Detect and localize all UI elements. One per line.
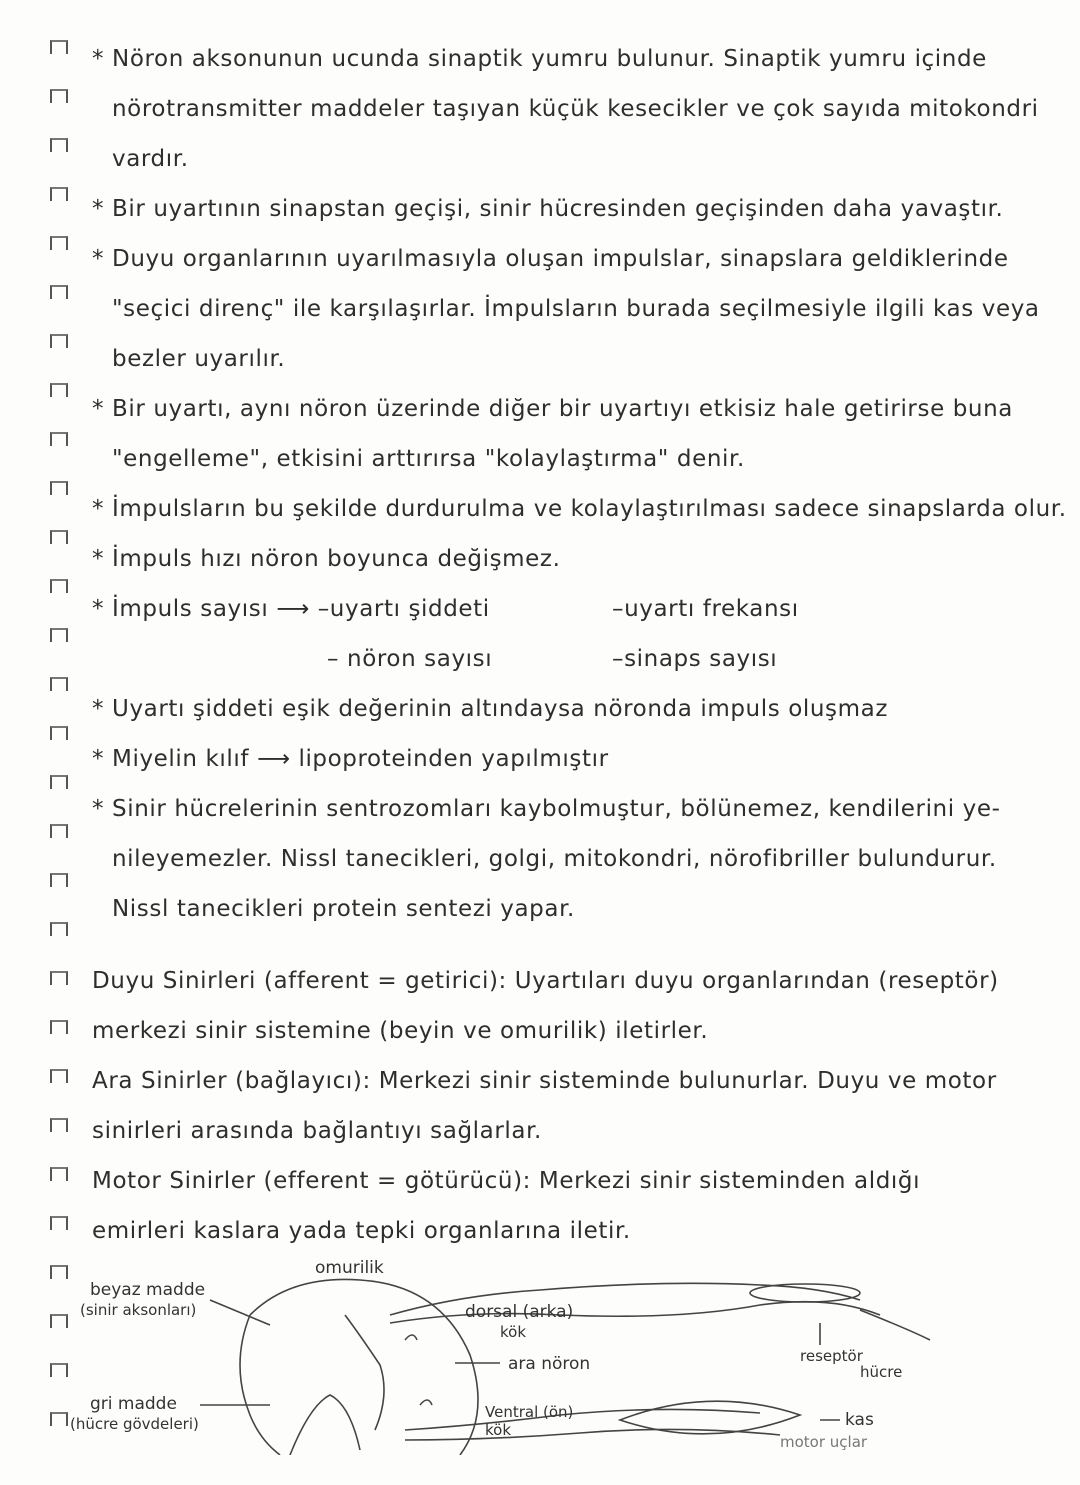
note-line: * İmpuls sayısı ⟶ –uyartı şiddeti [92,596,490,622]
label-motor-endings: motor uçlar [780,1433,868,1451]
binding-ring [50,285,68,299]
note-line: vardır. [112,146,189,172]
binding-ring [50,922,68,936]
binding-ring [50,579,68,593]
note-line: Ara Sinirler (bağlayıcı): Merkezi sinir sisteminde bulunurlar. Duyu ve motor [92,1068,997,1094]
label-cell-bodies: (hücre gövdeleri) [70,1415,199,1433]
binding-ring [50,187,68,201]
binding-ring [50,824,68,838]
note-line: * İmpuls hızı nöron boyunca değişmez. [92,546,561,572]
note-line: nörotransmitter maddeler taşıyan küçük kesecikler ve çok sayıda mitokondri [112,96,1039,122]
note-line: * Miyelin kılıf ⟶ lipoproteinden yapılmıştır [92,746,609,772]
binding-ring [50,383,68,397]
note-line: * Uyartı şiddeti eşik değerinin altındaysa nöronda impuls oluşmaz [92,696,888,722]
note-line: –uyartı frekansı [612,596,799,622]
note-line: –sinaps sayısı [612,646,778,672]
binding-ring [50,1118,68,1132]
binding-ring [50,89,68,103]
note-line: nileyemezler. Nissl tanecikleri, golgi, mitokondri, nörofibriller bulundurur. [112,846,997,872]
note-line: emirleri kaslara yada tepki organlarına iletir. [92,1218,631,1244]
impulse-count-row [92,584,1067,634]
binding-ring [50,40,68,54]
binding-ring [50,138,68,152]
label-white-matter: beyaz madde [90,1280,206,1300]
note-line: * Bir uyartı, aynı nöron üzerinde diğer bir uyartıyı etkisiz hale getirirse buna [92,396,1013,422]
note-line: Nissl tanecikleri protein sentezi yapar. [112,896,575,922]
gray-matter-shape [345,1315,384,1430]
binding-ring [50,1020,68,1034]
binding-ring [50,1216,68,1230]
note-line: * Sinir hücrelerinin sentrozomları kaybolmuştur, bölünemez, kendilerini ye- [92,796,1001,822]
binding-ring [50,432,68,446]
binding-ring [50,481,68,495]
spinal-cord-outline [240,1315,280,1455]
note-line: * Nöron aksonunun ucunda sinaptik yumru bulunur. Sinaptik yumru içinde [92,46,987,72]
leader-line [210,1300,270,1325]
binding-ring [50,677,68,691]
binding-ring [50,775,68,789]
binding-ring [50,873,68,887]
note-line: – nöron sayısı [327,646,493,672]
binding-ring [50,530,68,544]
spinal-cord-outline [250,1279,478,1455]
note-line: Motor Sinirler (efferent = götürücü): Merkezi sinir sisteminden aldığı [92,1168,921,1194]
note-line: "seçici direnç" ile karşılaşırlar. İmpulsların burada seçilmesiyle ilgili kas veya [112,296,1040,322]
binding-ring [50,726,68,740]
note-line: * İmpulsların bu şekilde durdurulma ve kolaylaştırılması sadece sinapslarda olur. [92,496,1067,522]
label-ventral-root: Ventral (ön) [485,1403,574,1421]
label-omurilik: omurilik [315,1258,384,1278]
label-cell: hücre [860,1363,903,1381]
receptor-line [860,1310,930,1340]
binding-ring [50,1167,68,1181]
binding-ring [50,628,68,642]
receptor-cell [750,1284,860,1302]
notes-text [92,34,1067,1256]
note-line: Duyu Sinirleri (afferent = getirici): Uyartıları duyu organlarından (reseptör) [92,968,999,994]
neuron-mark [420,1400,432,1405]
label-nerve-axons: (sinir aksonları) [80,1301,197,1319]
dorsal-root-line [390,1302,880,1323]
neuron-mark [405,1335,417,1340]
gray-matter-shape [290,1395,360,1455]
label-gray-matter: gri madde [90,1394,177,1414]
ventral-root-line [405,1429,780,1440]
label-root: kök [485,1421,512,1439]
note-line: merkezi sinir sistemine (beyin ve omurilik) iletirler. [92,1018,709,1044]
note-line: sinirleri arasında bağlantıyı sağlarlar. [92,1118,542,1144]
dorsal-root-line [390,1283,860,1315]
binding-ring [50,971,68,985]
label-muscle: kas [845,1410,874,1430]
label-interneuron: ara nöron [508,1354,591,1374]
note-line: bezler uyarılır. [112,346,286,372]
spiral-binding [50,40,70,1460]
label-dorsal-root: dorsal (arka) [465,1302,574,1322]
spinal-cord-diagram [60,1255,1020,1455]
label-root: kök [500,1323,527,1341]
binding-ring [50,1069,68,1083]
label-receptor: reseptör [800,1347,863,1365]
impulse-count-row [92,634,1067,684]
binding-ring [50,334,68,348]
note-line: * Bir uyartının sinapstan geçişi, sinir hücresinden geçişinden daha yavaştır. [92,196,1004,222]
note-line: "engelleme", etkisini arttırırsa "kolaylaştırma" denir. [112,446,745,472]
binding-ring [50,236,68,250]
ventral-root-line [405,1409,760,1430]
note-line: * Duyu organlarının uyarılmasıyla oluşan impulslar, sinapslara geldiklerinde [92,246,1009,272]
